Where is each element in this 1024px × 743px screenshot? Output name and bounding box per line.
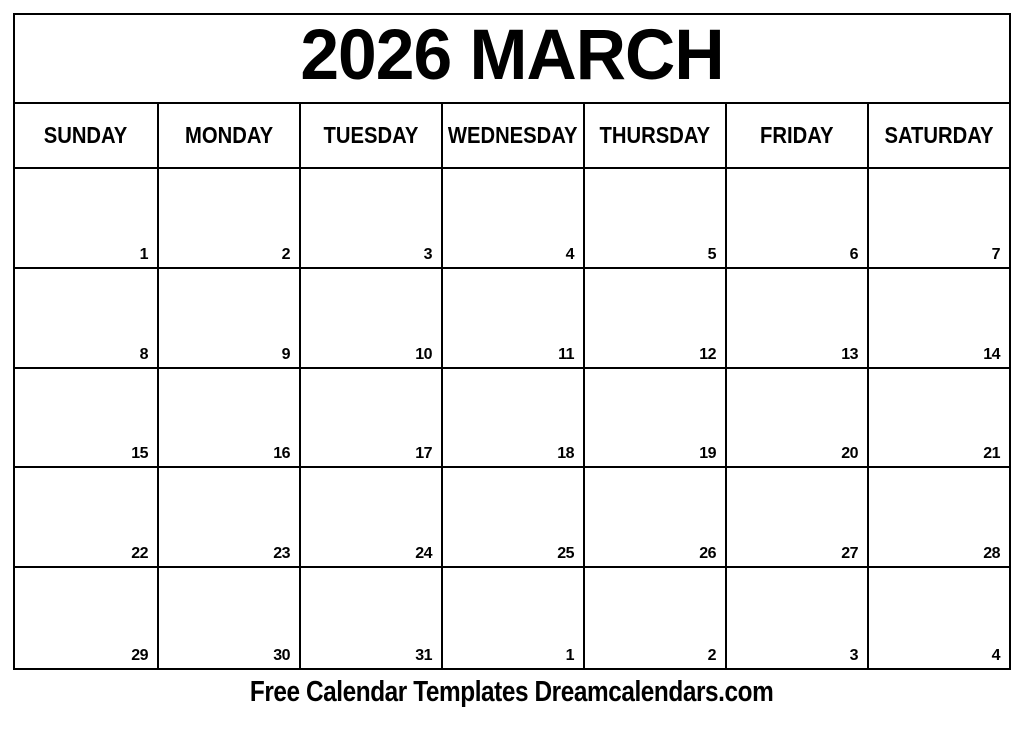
day-cell [867,568,1009,668]
day-cell [299,568,441,668]
day-cell [441,269,583,367]
day-cell [15,269,157,367]
week-row-2 [15,269,1009,369]
day-number: 28 [983,545,1000,563]
day-number: 2 [707,647,716,664]
day-cell [299,468,441,566]
day-number: 3 [849,647,858,664]
day-cell [157,369,299,467]
day-number: 24 [415,545,432,563]
day-number: 1 [565,647,574,664]
weekday-header-row [15,104,1009,169]
footer-text: Free Calendar Templates Dreamcalendars.com [250,676,774,708]
day-number: 14 [983,345,1000,363]
day-number: 2 [281,245,290,263]
day-cell [15,568,157,668]
day-cell [725,369,867,467]
day-cell [299,369,441,467]
day-number: 17 [415,445,432,463]
day-number: 6 [849,245,858,263]
day-number: 31 [415,647,432,664]
day-cell [157,568,299,668]
day-number: 15 [131,445,148,463]
calendar-title-box [15,15,1009,104]
day-number: 1 [139,245,148,263]
week-row-5 [15,568,1009,668]
day-number: 8 [139,345,148,363]
week-row-3 [15,369,1009,469]
week-row-4 [15,468,1009,568]
day-cell [725,468,867,566]
weekday-header-monday [157,104,299,167]
weekday-header-tuesday [299,104,441,167]
weekday-label: TUESDAY [323,122,419,148]
day-number: 12 [699,345,716,363]
weekday-header-wednesday [441,104,583,167]
day-cell [441,568,583,668]
day-cell [867,269,1009,367]
day-number: 16 [273,445,290,463]
day-number: 11 [558,345,574,363]
day-cell [583,468,725,566]
footer [0,676,1024,709]
calendar [13,13,1011,670]
day-number: 3 [423,245,432,263]
weekday-label: FRIDAY [760,122,834,148]
weekday-header-sunday [15,104,157,167]
day-cell [867,468,1009,566]
week-row-1 [15,169,1009,269]
day-cell [441,468,583,566]
day-cell [157,169,299,267]
day-number: 23 [273,545,290,563]
day-number: 26 [699,545,716,563]
day-cell [15,369,157,467]
day-number: 7 [991,245,1000,263]
day-cell [725,568,867,668]
weekday-label: SUNDAY [44,122,128,148]
day-cell [867,169,1009,267]
day-number: 19 [699,445,716,463]
weekday-header-friday [725,104,867,167]
day-cell [15,169,157,267]
day-cell [15,468,157,566]
day-cell [867,369,1009,467]
day-number: 29 [131,647,148,664]
weekday-label: WEDNESDAY [448,122,578,148]
weekday-label: MONDAY [184,122,274,148]
day-cell [725,269,867,367]
day-cell [583,568,725,668]
day-cell [441,369,583,467]
weekday-label: THURSDAY [599,122,711,148]
day-cell [583,169,725,267]
day-number: 9 [281,345,290,363]
day-number: 13 [841,345,858,363]
day-number: 21 [983,445,1000,463]
day-cell [157,269,299,367]
day-number: 4 [991,647,1000,664]
day-number: 5 [707,245,716,263]
day-number: 18 [557,445,574,463]
weekday-header-saturday [867,104,1009,167]
day-number: 10 [415,345,432,363]
day-cell [299,269,441,367]
calendar-title: 2026 MARCH [300,16,724,95]
day-number: 20 [841,445,858,463]
day-cell [725,169,867,267]
day-number: 30 [273,647,290,664]
day-cell [157,468,299,566]
day-number: 4 [565,245,574,263]
weekday-header-thursday [583,104,725,167]
day-number: 27 [841,545,858,563]
day-cell [583,269,725,367]
day-number: 25 [557,545,574,563]
calendar-weeks-grid [15,169,1009,668]
day-cell [583,369,725,467]
day-cell [299,169,441,267]
weekday-label: SATURDAY [884,122,994,148]
day-number: 22 [131,545,148,563]
day-cell [441,169,583,267]
